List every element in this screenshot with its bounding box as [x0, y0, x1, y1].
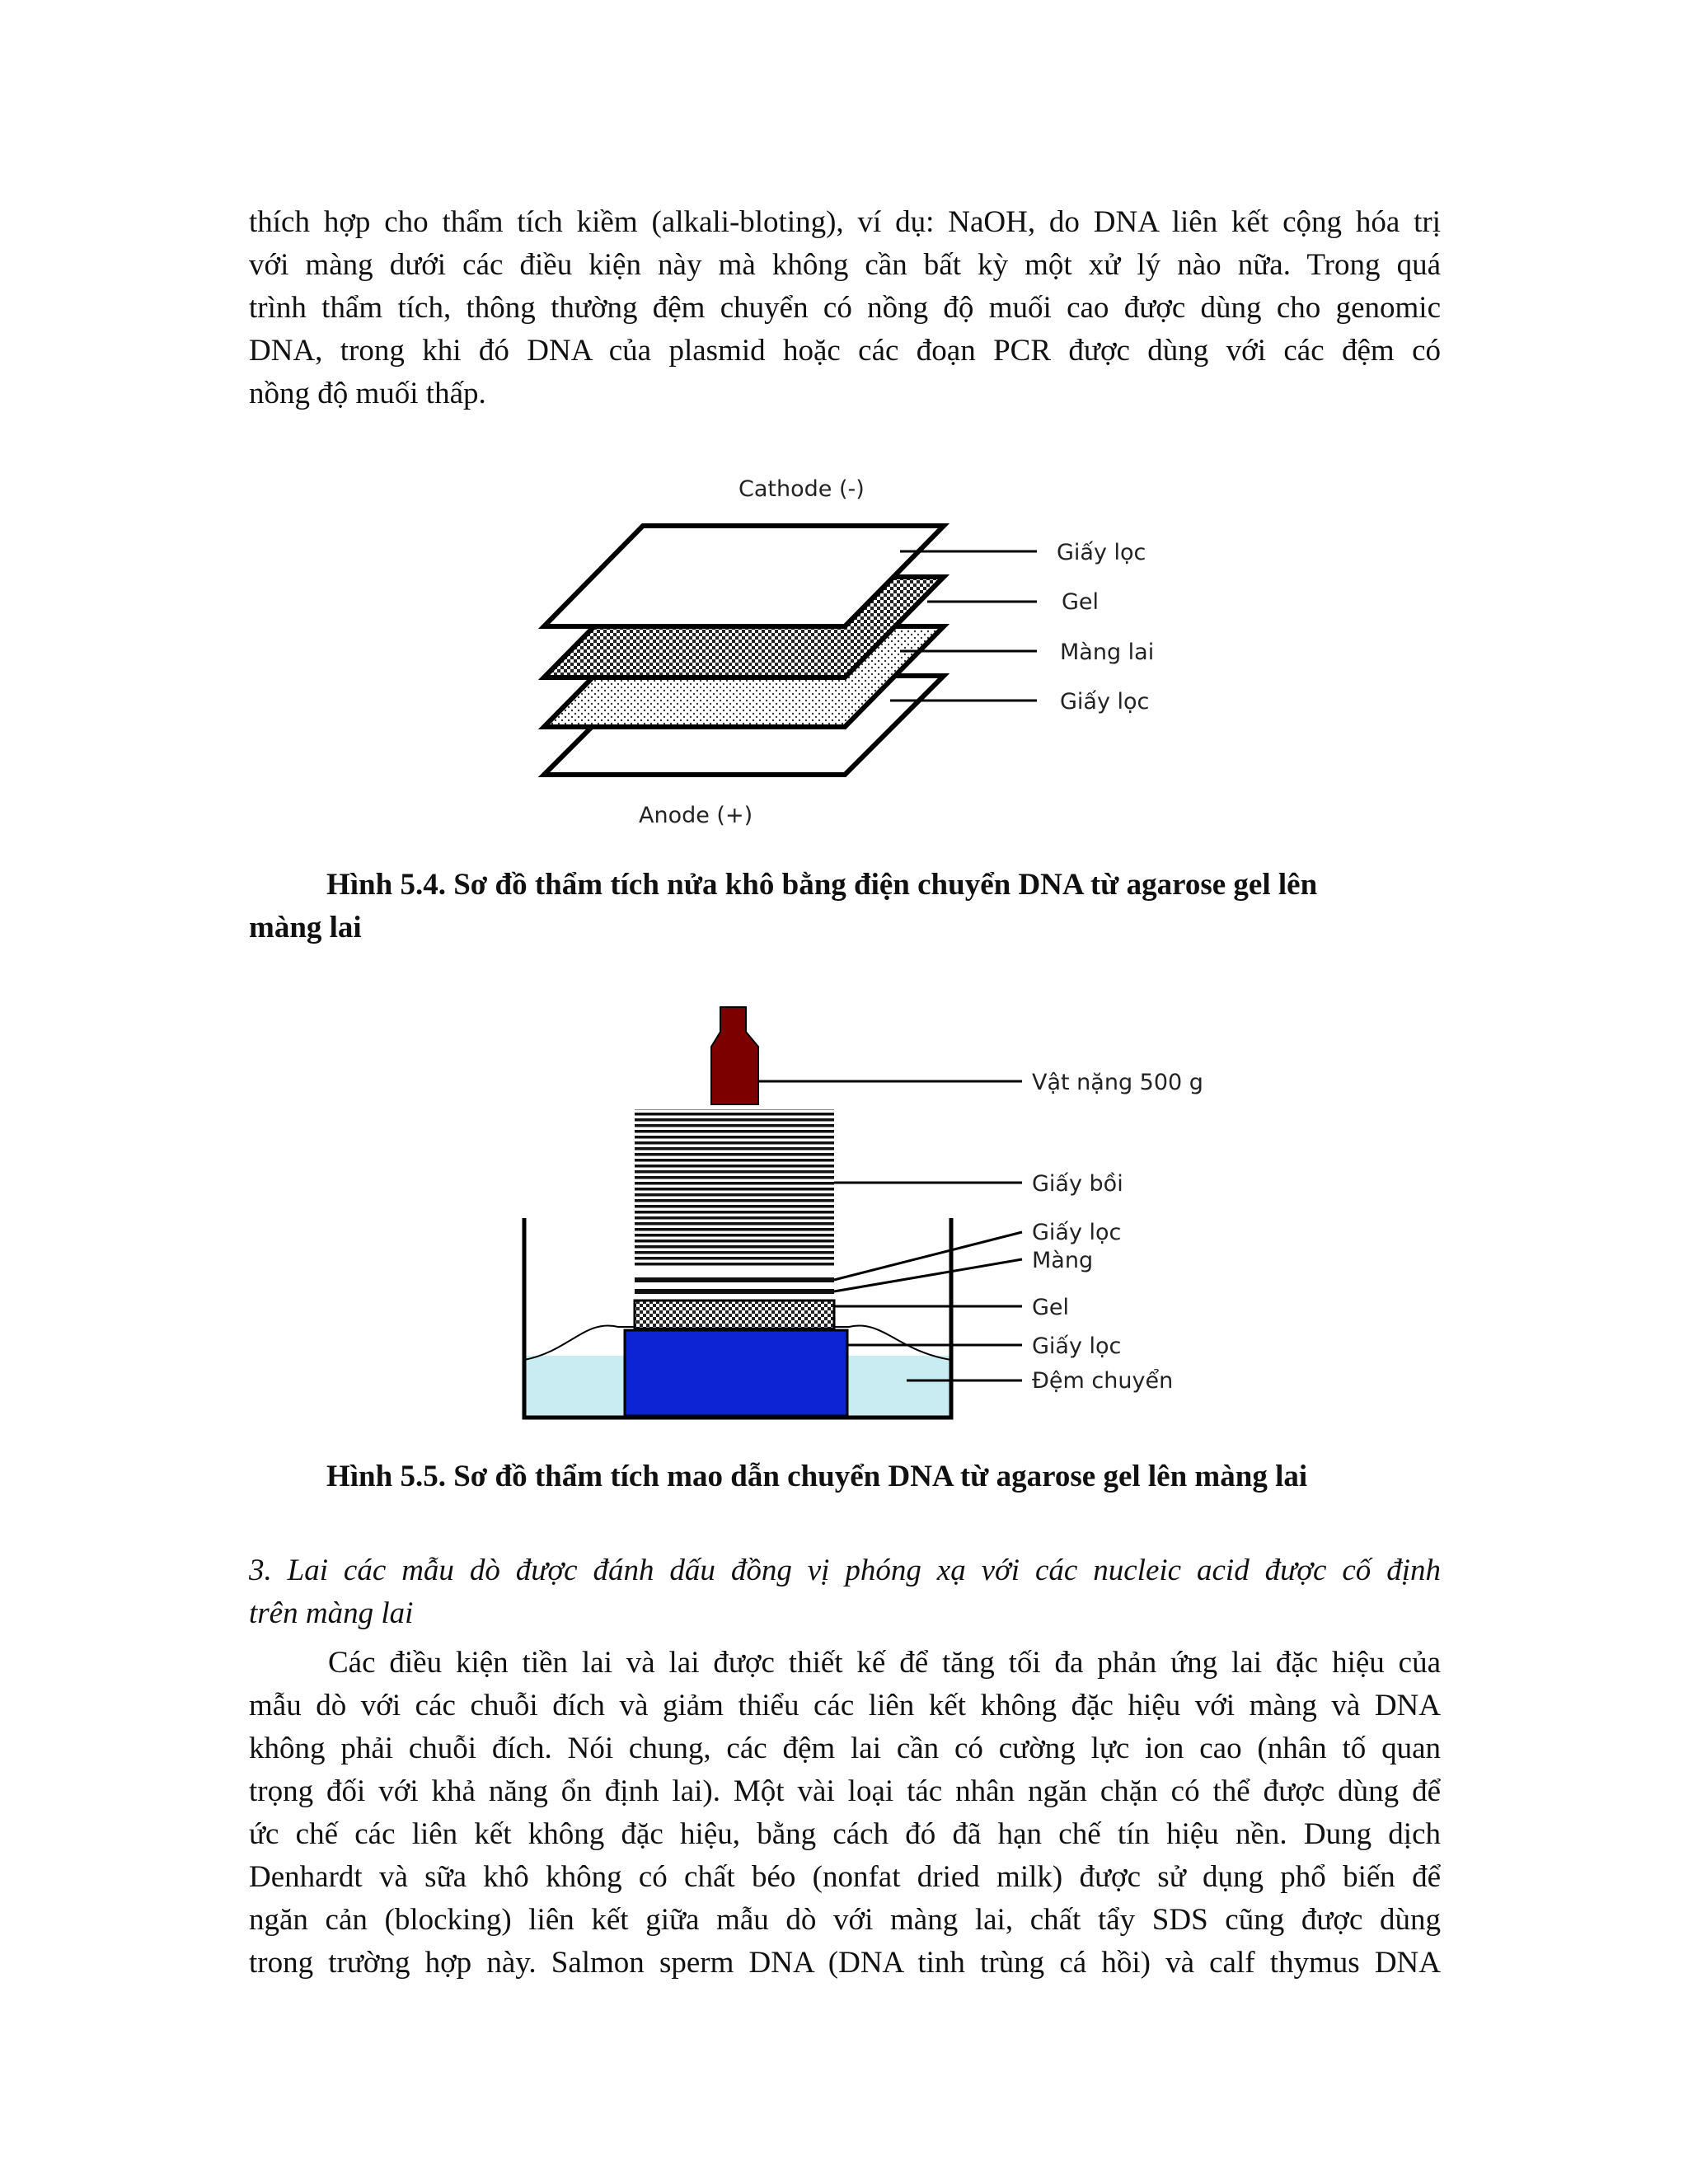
heading-line: trên màng lai [249, 1596, 414, 1630]
text-line: trong trường hợp này. Salmon sperm DNA (DNA tinh trùng cá hồi) và calf thymus DNA [249, 1946, 1441, 1980]
text-line: Các điều kiện tiền lai và lai được thiết kế để tăng tối đa phản ứng lai đặc hiệu của [328, 1646, 1441, 1680]
section-heading [249, 1549, 1441, 1635]
membrane-label: Màng lai [1060, 640, 1155, 665]
figure-5-4-caption-line2: màng lai [249, 911, 362, 944]
text-line: DNA, trong khi đó DNA của plasmid hoặc các đoạn PCR được dùng với các đệm có [249, 334, 1441, 368]
membrane-label: Màng [1032, 1248, 1094, 1273]
weight-bottle [711, 1007, 758, 1104]
semi-dry-blot-diagram [528, 462, 1187, 841]
gel-label: Gel [1032, 1295, 1070, 1320]
filter-paper-label-upper: Giấy lọc [1032, 1220, 1122, 1245]
text-line: Denhardt và sữa khô không có chất béo (nonfat dried milk) được sử dụng phổ biến để [249, 1860, 1441, 1894]
intro-paragraph [249, 201, 1441, 415]
weight-label: Vật nặng 500 g [1032, 1070, 1203, 1095]
text-line: trình thẩm tích, thông thường đệm chuyển có nồng độ muối cao được dùng cho genomic [249, 291, 1441, 325]
text-line: nồng độ muối thấp. [249, 377, 486, 410]
transfer-buffer-label: Đệm chuyển [1032, 1368, 1174, 1394]
filter-paper-label-bottom: Giấy lọc [1060, 689, 1150, 715]
gel-slab [635, 1301, 834, 1329]
text-line: thích hợp cho thẩm tích kiềm (alkali-bloting), ví dụ: NaOH, do DNA liên kết cộng hóa trị [249, 205, 1441, 239]
capillary-blot-diagram [511, 997, 1203, 1426]
figure-5-4-caption-line1: Hình 5.4. Sơ đồ thẩm tích nửa khô bằng điện chuyển DNA từ agarose gel lên [326, 868, 1318, 902]
support-block [625, 1330, 847, 1416]
paper-towel-label: Giấy bồi [1032, 1171, 1123, 1197]
cathode-label: Cathode (-) [738, 476, 865, 502]
paper-towel-stack [635, 1109, 834, 1268]
text-line: trọng đối với khả năng ổn định lai). Một vài loại tác nhân ngăn chặn có thể được dùng để [249, 1774, 1441, 1808]
text-line: mẫu dò với các chuỗi đích và giảm thiểu các liên kết không đặc hiệu với màng và DNA [249, 1689, 1441, 1722]
text-line: không phải chuỗi đích. Nói chung, các đệm lai cần có cường lực ion cao (nhân tố quan [249, 1732, 1441, 1765]
text-line: ức chế các liên kết không đặc hiệu, bằng cách đó đã hạn chế tín hiệu nền. Dung dịch [249, 1817, 1441, 1851]
text-line: ngăn cản (blocking) liên kết giữa mẫu dò với màng lai, chất tẩy SDS cũng được dùng [249, 1903, 1441, 1937]
section-paragraph [249, 1642, 1441, 1985]
text-line: với màng dưới các điều kiện này mà không cần bất kỳ một xử lý nào nữa. Trong quá [249, 248, 1441, 282]
anode-label: Anode (+) [639, 803, 753, 828]
heading-line: 3. Lai các mẫu dò được đánh dấu đồng vị phóng xạ với các nucleic acid được cố định [249, 1554, 1441, 1587]
filter-paper-label-lower: Giấy lọc [1032, 1333, 1122, 1359]
gel-label: Gel [1062, 589, 1100, 615]
figure-5-5-caption: Hình 5.5. Sơ đồ thẩm tích mao dẫn chuyển DNA từ agarose gel lên màng lai [326, 1460, 1308, 1493]
filter-paper-label-top: Giấy lọc [1057, 540, 1146, 565]
